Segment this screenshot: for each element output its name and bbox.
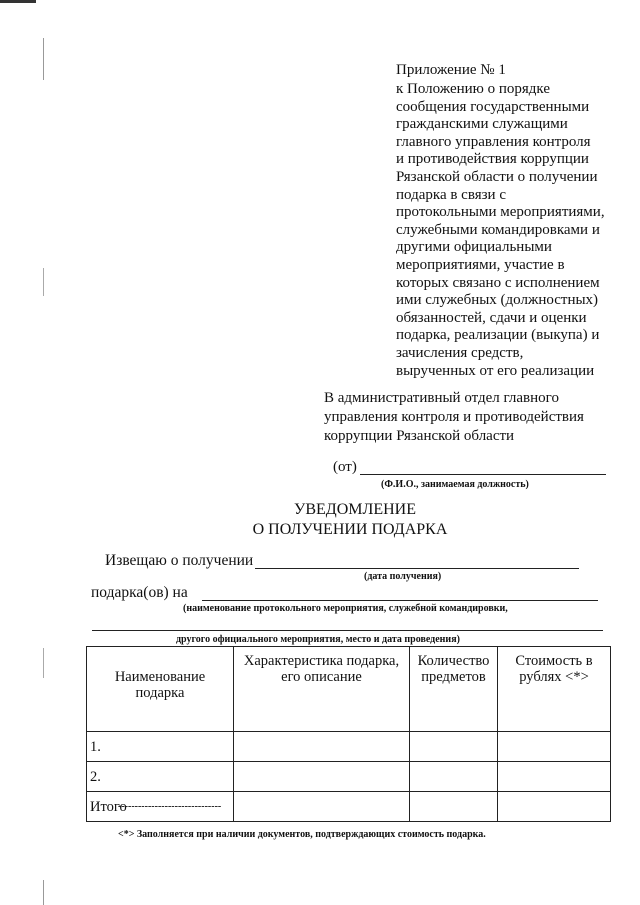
date-hint: (дата получения) <box>364 571 442 582</box>
appendix-line: подарка в связи с <box>396 186 506 203</box>
addressee-line: В административный отдел главного <box>324 390 559 406</box>
appendix-line: и противодействия коррупции <box>396 151 589 168</box>
appendix-line: гражданскими служащими <box>396 116 568 133</box>
scan-artifact-top <box>0 0 36 3</box>
appendix-text <box>396 81 605 380</box>
header-item-count: Количество предметов <box>410 647 498 732</box>
scan-artifact-left-4 <box>43 880 44 905</box>
cell-count[interactable] <box>410 732 498 762</box>
appendix-line: другими официальными <box>396 239 552 256</box>
cell-row-label: 2. <box>87 762 234 792</box>
cell-count[interactable] <box>410 762 498 792</box>
event-field-line-2[interactable] <box>92 630 603 631</box>
cell-row-label: 1. <box>87 732 234 762</box>
footnote-divider: ------------------------------- <box>118 801 222 812</box>
event-field-line-1[interactable] <box>202 600 598 601</box>
header-cost: Стоимость в рублях <*> <box>498 647 611 732</box>
footnote-text: <*> Заполняется при наличии документов, подтверждающих стоимость подарка. <box>118 829 486 840</box>
cell-description[interactable] <box>234 732 410 762</box>
table-row <box>87 762 611 792</box>
document-subtitle: О ПОЛУЧЕНИИ ПОДАРКА <box>252 521 448 538</box>
event-hint-2: другого официального мероприятия, место и дата проведения) <box>176 634 460 645</box>
appendix-line: к Положению о порядке <box>396 81 550 97</box>
header-gift-name: Наименование подарка <box>87 647 234 732</box>
event-hint-1: (наименование протокольного мероприятия, служебной командировки, <box>183 603 508 614</box>
appendix-line: вырученных от его реализации <box>396 362 595 379</box>
scan-artifact-left-2 <box>43 268 44 296</box>
scan-artifact-left-3 <box>43 648 44 678</box>
appendix-title: Приложение № 1 <box>396 62 506 78</box>
document-title: УВЕДОМЛЕНИЕ <box>294 501 416 518</box>
from-hint: (Ф.И.О., занимаемая должность) <box>381 479 529 490</box>
cell-cost[interactable] <box>498 762 611 792</box>
cell-description[interactable] <box>234 762 410 792</box>
gift-table <box>86 646 611 822</box>
date-field-line[interactable] <box>255 568 579 569</box>
appendix-line: служебными командировками и <box>396 221 600 238</box>
table-row <box>87 732 611 762</box>
appendix-line: мероприятиями, участие в <box>396 256 565 273</box>
scan-artifact-left-1 <box>43 38 44 80</box>
appendix-line: ими служебных (должностных) <box>396 292 599 309</box>
appendix-line: протокольными мероприятиями, <box>396 204 605 221</box>
appendix-line: главного управления контроля <box>396 133 591 150</box>
from-label: (от) <box>333 459 357 475</box>
cell-total-label: Итого <box>87 792 234 822</box>
appendix-line: подарка, реализации (выкупа) и <box>396 327 600 344</box>
cell-cost[interactable] <box>498 792 611 822</box>
table-header-row <box>87 647 611 732</box>
appendix-line: которых связано с исполнением <box>396 274 600 291</box>
appendix-line: зачисления средств, <box>396 344 524 361</box>
cell-cost[interactable] <box>498 732 611 762</box>
addressee-line: управления контроля и противодействия <box>324 409 584 425</box>
notify-label: Извещаю о получении <box>105 552 254 569</box>
from-field-line[interactable] <box>360 474 606 475</box>
gift-on-label: подарка(ов) на <box>91 584 188 601</box>
cell-description[interactable] <box>234 792 410 822</box>
header-gift-description: Характеристика подарка, его описание <box>234 647 410 732</box>
appendix-line: сообщения государственными <box>396 98 590 115</box>
addressee-block <box>324 389 584 446</box>
appendix-line: Рязанской области о получении <box>396 168 598 185</box>
cell-count[interactable] <box>410 792 498 822</box>
appendix-line: обязанностей, сдачи и оценки <box>396 309 587 326</box>
addressee-line: коррупции Рязанской области <box>324 428 515 444</box>
